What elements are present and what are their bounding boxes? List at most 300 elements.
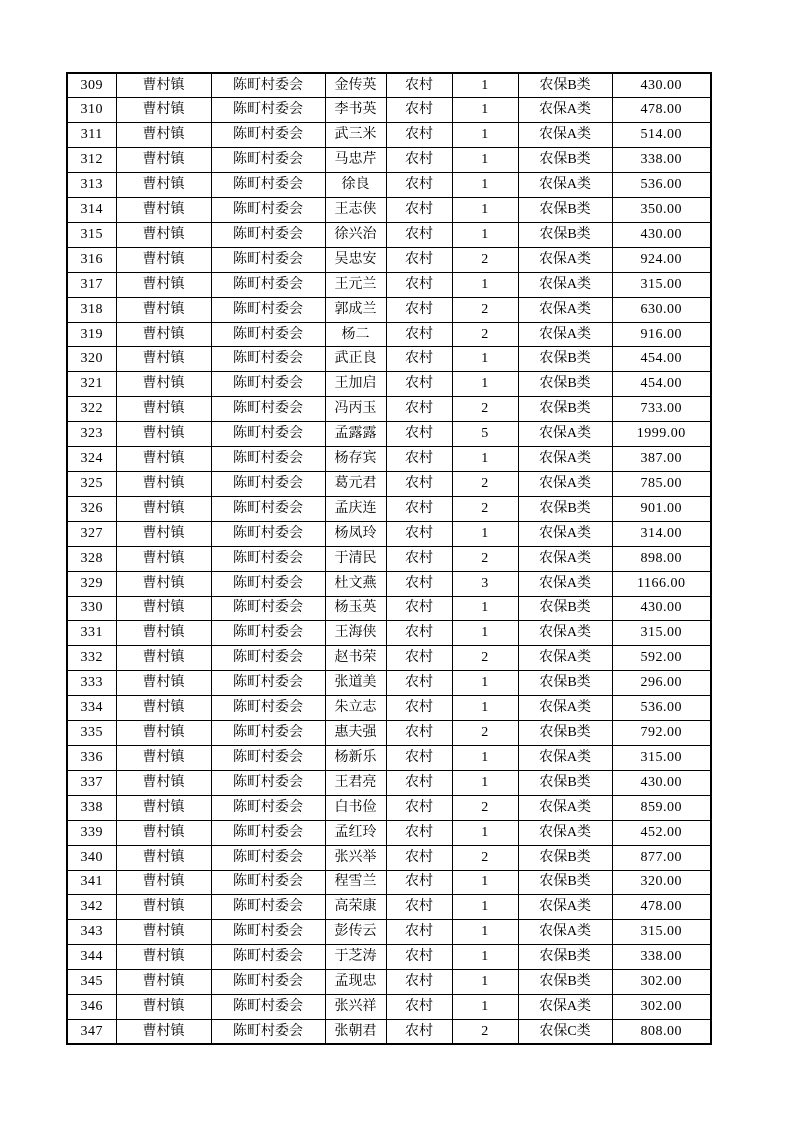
cell-village: 陈町村委会 [211, 272, 325, 297]
cell-amount: 1999.00 [612, 422, 711, 447]
table-row [67, 422, 711, 447]
cell-person-count: 1 [452, 920, 518, 945]
cell-town: 曹村镇 [116, 596, 211, 621]
cell-name: 杨新乐 [325, 745, 386, 770]
cell-amount: 901.00 [612, 496, 711, 521]
cell-amount: 452.00 [612, 820, 711, 845]
table-row [67, 521, 711, 546]
cell-amount: 315.00 [612, 272, 711, 297]
cell-residence: 农村 [386, 73, 452, 98]
cell-amount: 350.00 [612, 198, 711, 223]
cell-index: 334 [67, 696, 116, 721]
cell-amount: 916.00 [612, 322, 711, 347]
cell-person-count: 1 [452, 123, 518, 148]
cell-person-count: 1 [452, 596, 518, 621]
cell-amount: 302.00 [612, 970, 711, 995]
cell-town: 曹村镇 [116, 322, 211, 347]
table-row [67, 745, 711, 770]
table-row [67, 646, 711, 671]
cell-town: 曹村镇 [116, 995, 211, 1020]
cell-amount: 924.00 [612, 247, 711, 272]
cell-residence: 农村 [386, 496, 452, 521]
table-row [67, 696, 711, 721]
cell-village: 陈町村委会 [211, 148, 325, 173]
table-row [67, 397, 711, 422]
cell-insurance-category: 农保A类 [518, 247, 612, 272]
cell-insurance-category: 农保A类 [518, 521, 612, 546]
cell-town: 曹村镇 [116, 123, 211, 148]
cell-insurance-category: 农保A类 [518, 795, 612, 820]
cell-index: 312 [67, 148, 116, 173]
cell-name: 杨二 [325, 322, 386, 347]
cell-index: 329 [67, 571, 116, 596]
table-row [67, 621, 711, 646]
cell-residence: 农村 [386, 646, 452, 671]
cell-person-count: 1 [452, 820, 518, 845]
payment-table [66, 72, 712, 1045]
cell-name: 王君亮 [325, 770, 386, 795]
cell-village: 陈町村委会 [211, 745, 325, 770]
cell-person-count: 1 [452, 770, 518, 795]
table-row [67, 870, 711, 895]
cell-insurance-category: 农保B类 [518, 397, 612, 422]
table-row [67, 820, 711, 845]
cell-residence: 农村 [386, 521, 452, 546]
cell-name: 孟露露 [325, 422, 386, 447]
cell-index: 335 [67, 721, 116, 746]
cell-amount: 785.00 [612, 472, 711, 497]
cell-village: 陈町村委会 [211, 845, 325, 870]
cell-residence: 农村 [386, 347, 452, 372]
cell-person-count: 1 [452, 521, 518, 546]
cell-amount: 478.00 [612, 895, 711, 920]
cell-person-count: 1 [452, 995, 518, 1020]
cell-residence: 农村 [386, 721, 452, 746]
cell-residence: 农村 [386, 795, 452, 820]
cell-town: 曹村镇 [116, 696, 211, 721]
table-row [67, 895, 711, 920]
cell-residence: 农村 [386, 596, 452, 621]
cell-town: 曹村镇 [116, 347, 211, 372]
table-row [67, 845, 711, 870]
cell-town: 曹村镇 [116, 546, 211, 571]
cell-village: 陈町村委会 [211, 571, 325, 596]
cell-name: 王志侠 [325, 198, 386, 223]
cell-town: 曹村镇 [116, 870, 211, 895]
cell-residence: 农村 [386, 123, 452, 148]
cell-residence: 农村 [386, 247, 452, 272]
cell-town: 曹村镇 [116, 173, 211, 198]
cell-residence: 农村 [386, 472, 452, 497]
cell-name: 金传英 [325, 73, 386, 98]
cell-index: 316 [67, 247, 116, 272]
cell-name: 王元兰 [325, 272, 386, 297]
cell-amount: 320.00 [612, 870, 711, 895]
cell-village: 陈町村委会 [211, 247, 325, 272]
cell-residence: 农村 [386, 447, 452, 472]
table-row [67, 945, 711, 970]
cell-insurance-category: 农保B类 [518, 347, 612, 372]
cell-town: 曹村镇 [116, 198, 211, 223]
cell-town: 曹村镇 [116, 447, 211, 472]
cell-residence: 农村 [386, 895, 452, 920]
cell-amount: 338.00 [612, 945, 711, 970]
cell-amount: 630.00 [612, 297, 711, 322]
cell-name: 张兴举 [325, 845, 386, 870]
cell-insurance-category: 农保A类 [518, 571, 612, 596]
cell-amount: 1166.00 [612, 571, 711, 596]
cell-person-count: 2 [452, 322, 518, 347]
table-row [67, 795, 711, 820]
cell-name: 孟现忠 [325, 970, 386, 995]
table-row [67, 198, 711, 223]
table-row [67, 496, 711, 521]
cell-insurance-category: 农保A类 [518, 123, 612, 148]
cell-index: 344 [67, 945, 116, 970]
cell-village: 陈町村委会 [211, 795, 325, 820]
cell-village: 陈町村委会 [211, 297, 325, 322]
cell-name: 徐良 [325, 173, 386, 198]
cell-amount: 859.00 [612, 795, 711, 820]
cell-name: 吴忠安 [325, 247, 386, 272]
cell-village: 陈町村委会 [211, 920, 325, 945]
cell-name: 郭成兰 [325, 297, 386, 322]
cell-person-count: 1 [452, 347, 518, 372]
cell-residence: 农村 [386, 272, 452, 297]
cell-insurance-category: 农保A类 [518, 322, 612, 347]
cell-amount: 430.00 [612, 596, 711, 621]
cell-name: 葛元君 [325, 472, 386, 497]
table-body [67, 73, 711, 1044]
cell-person-count: 1 [452, 447, 518, 472]
cell-town: 曹村镇 [116, 920, 211, 945]
cell-amount: 592.00 [612, 646, 711, 671]
cell-name: 王海侠 [325, 621, 386, 646]
cell-residence: 农村 [386, 696, 452, 721]
cell-person-count: 2 [452, 721, 518, 746]
cell-insurance-category: 农保A类 [518, 98, 612, 123]
cell-person-count: 1 [452, 148, 518, 173]
cell-village: 陈町村委会 [211, 546, 325, 571]
cell-amount: 454.00 [612, 347, 711, 372]
cell-town: 曹村镇 [116, 970, 211, 995]
cell-insurance-category: 农保A类 [518, 646, 612, 671]
cell-person-count: 1 [452, 98, 518, 123]
cell-town: 曹村镇 [116, 297, 211, 322]
table-row [67, 721, 711, 746]
cell-village: 陈町村委会 [211, 173, 325, 198]
cell-name: 张道美 [325, 671, 386, 696]
cell-name: 孟庆连 [325, 496, 386, 521]
cell-name: 武正良 [325, 347, 386, 372]
cell-person-count: 3 [452, 571, 518, 596]
cell-name: 张兴祥 [325, 995, 386, 1020]
cell-index: 338 [67, 795, 116, 820]
cell-insurance-category: 农保B类 [518, 770, 612, 795]
cell-amount: 338.00 [612, 148, 711, 173]
table-row [67, 372, 711, 397]
cell-village: 陈町村委会 [211, 397, 325, 422]
cell-residence: 农村 [386, 920, 452, 945]
cell-town: 曹村镇 [116, 895, 211, 920]
cell-insurance-category: 农保B类 [518, 496, 612, 521]
cell-index: 328 [67, 546, 116, 571]
cell-amount: 478.00 [612, 98, 711, 123]
cell-town: 曹村镇 [116, 73, 211, 98]
cell-index: 324 [67, 447, 116, 472]
cell-village: 陈町村委会 [211, 372, 325, 397]
table-row [67, 98, 711, 123]
cell-town: 曹村镇 [116, 1019, 211, 1044]
cell-person-count: 1 [452, 372, 518, 397]
cell-residence: 农村 [386, 297, 452, 322]
table-row [67, 596, 711, 621]
cell-village: 陈町村委会 [211, 596, 325, 621]
cell-village: 陈町村委会 [211, 521, 325, 546]
cell-residence: 农村 [386, 198, 452, 223]
table-row [67, 123, 711, 148]
cell-index: 315 [67, 222, 116, 247]
cell-person-count: 2 [452, 845, 518, 870]
cell-index: 323 [67, 422, 116, 447]
cell-name: 杨玉英 [325, 596, 386, 621]
cell-person-count: 2 [452, 496, 518, 521]
cell-person-count: 1 [452, 222, 518, 247]
cell-village: 陈町村委会 [211, 646, 325, 671]
cell-insurance-category: 农保A类 [518, 745, 612, 770]
cell-index: 330 [67, 596, 116, 621]
cell-insurance-category: 农保B类 [518, 671, 612, 696]
cell-insurance-category: 农保A类 [518, 895, 612, 920]
cell-index: 319 [67, 322, 116, 347]
cell-town: 曹村镇 [116, 148, 211, 173]
cell-residence: 农村 [386, 173, 452, 198]
cell-person-count: 2 [452, 472, 518, 497]
cell-person-count: 2 [452, 1019, 518, 1044]
cell-amount: 296.00 [612, 671, 711, 696]
cell-index: 326 [67, 496, 116, 521]
cell-person-count: 1 [452, 671, 518, 696]
cell-residence: 农村 [386, 546, 452, 571]
cell-index: 332 [67, 646, 116, 671]
cell-insurance-category: 农保A类 [518, 621, 612, 646]
cell-person-count: 2 [452, 397, 518, 422]
cell-village: 陈町村委会 [211, 895, 325, 920]
cell-insurance-category: 农保B类 [518, 198, 612, 223]
cell-insurance-category: 农保A类 [518, 272, 612, 297]
cell-amount: 430.00 [612, 770, 711, 795]
cell-amount: 877.00 [612, 845, 711, 870]
cell-index: 310 [67, 98, 116, 123]
cell-town: 曹村镇 [116, 646, 211, 671]
cell-village: 陈町村委会 [211, 123, 325, 148]
cell-person-count: 2 [452, 247, 518, 272]
cell-insurance-category: 农保B类 [518, 596, 612, 621]
table-row [67, 322, 711, 347]
cell-name: 李书英 [325, 98, 386, 123]
cell-name: 杨存宾 [325, 447, 386, 472]
cell-village: 陈町村委会 [211, 222, 325, 247]
cell-insurance-category: 农保B类 [518, 845, 612, 870]
cell-village: 陈町村委会 [211, 198, 325, 223]
cell-village: 陈町村委会 [211, 970, 325, 995]
cell-town: 曹村镇 [116, 845, 211, 870]
table-row [67, 447, 711, 472]
cell-amount: 315.00 [612, 621, 711, 646]
cell-index: 314 [67, 198, 116, 223]
cell-index: 327 [67, 521, 116, 546]
cell-village: 陈町村委会 [211, 621, 325, 646]
cell-name: 赵书荣 [325, 646, 386, 671]
cell-town: 曹村镇 [116, 820, 211, 845]
table-row [67, 995, 711, 1020]
cell-amount: 315.00 [612, 745, 711, 770]
cell-village: 陈町村委会 [211, 770, 325, 795]
cell-town: 曹村镇 [116, 671, 211, 696]
cell-amount: 430.00 [612, 73, 711, 98]
cell-town: 曹村镇 [116, 745, 211, 770]
cell-amount: 454.00 [612, 372, 711, 397]
cell-name: 高荣康 [325, 895, 386, 920]
cell-name: 张朝君 [325, 1019, 386, 1044]
cell-index: 333 [67, 671, 116, 696]
cell-name: 惠夫强 [325, 721, 386, 746]
table-row [67, 970, 711, 995]
cell-index: 342 [67, 895, 116, 920]
cell-name: 杨凤玲 [325, 521, 386, 546]
cell-town: 曹村镇 [116, 496, 211, 521]
cell-person-count: 1 [452, 895, 518, 920]
cell-index: 321 [67, 372, 116, 397]
cell-name: 程雪兰 [325, 870, 386, 895]
cell-insurance-category: 农保A类 [518, 447, 612, 472]
table-row [67, 671, 711, 696]
cell-insurance-category: 农保C类 [518, 1019, 612, 1044]
cell-person-count: 1 [452, 173, 518, 198]
cell-residence: 农村 [386, 995, 452, 1020]
cell-amount: 430.00 [612, 222, 711, 247]
cell-index: 322 [67, 397, 116, 422]
cell-name: 徐兴治 [325, 222, 386, 247]
cell-insurance-category: 农保B类 [518, 73, 612, 98]
cell-amount: 792.00 [612, 721, 711, 746]
cell-name: 杜文燕 [325, 571, 386, 596]
cell-name: 于清民 [325, 546, 386, 571]
cell-town: 曹村镇 [116, 571, 211, 596]
cell-town: 曹村镇 [116, 247, 211, 272]
cell-person-count: 2 [452, 546, 518, 571]
cell-index: 341 [67, 870, 116, 895]
cell-village: 陈町村委会 [211, 696, 325, 721]
table-row [67, 173, 711, 198]
cell-village: 陈町村委会 [211, 422, 325, 447]
cell-person-count: 1 [452, 73, 518, 98]
cell-name: 彭传云 [325, 920, 386, 945]
cell-name: 武三米 [325, 123, 386, 148]
cell-residence: 农村 [386, 322, 452, 347]
cell-insurance-category: 农保A类 [518, 546, 612, 571]
cell-village: 陈町村委会 [211, 496, 325, 521]
cell-insurance-category: 农保B类 [518, 870, 612, 895]
cell-amount: 536.00 [612, 696, 711, 721]
cell-person-count: 1 [452, 272, 518, 297]
cell-insurance-category: 农保B类 [518, 372, 612, 397]
cell-town: 曹村镇 [116, 472, 211, 497]
cell-insurance-category: 农保A类 [518, 820, 612, 845]
cell-town: 曹村镇 [116, 222, 211, 247]
cell-person-count: 2 [452, 646, 518, 671]
table-row [67, 770, 711, 795]
cell-index: 313 [67, 173, 116, 198]
cell-village: 陈町村委会 [211, 870, 325, 895]
cell-index: 317 [67, 272, 116, 297]
cell-insurance-category: 农保B类 [518, 945, 612, 970]
cell-index: 336 [67, 745, 116, 770]
cell-index: 318 [67, 297, 116, 322]
cell-insurance-category: 农保A类 [518, 920, 612, 945]
cell-amount: 314.00 [612, 521, 711, 546]
cell-residence: 农村 [386, 820, 452, 845]
cell-town: 曹村镇 [116, 770, 211, 795]
cell-town: 曹村镇 [116, 721, 211, 746]
cell-name: 马忠芹 [325, 148, 386, 173]
cell-residence: 农村 [386, 770, 452, 795]
cell-insurance-category: 农保A类 [518, 422, 612, 447]
cell-name: 冯丙玉 [325, 397, 386, 422]
cell-village: 陈町村委会 [211, 472, 325, 497]
cell-residence: 农村 [386, 870, 452, 895]
cell-person-count: 1 [452, 696, 518, 721]
cell-town: 曹村镇 [116, 621, 211, 646]
table-row [67, 272, 711, 297]
cell-village: 陈町村委会 [211, 98, 325, 123]
cell-village: 陈町村委会 [211, 322, 325, 347]
cell-town: 曹村镇 [116, 397, 211, 422]
cell-town: 曹村镇 [116, 521, 211, 546]
cell-person-count: 1 [452, 198, 518, 223]
table-row [67, 472, 711, 497]
cell-town: 曹村镇 [116, 372, 211, 397]
cell-town: 曹村镇 [116, 272, 211, 297]
cell-amount: 733.00 [612, 397, 711, 422]
cell-village: 陈町村委会 [211, 671, 325, 696]
table-row [67, 297, 711, 322]
cell-name: 孟红玲 [325, 820, 386, 845]
cell-residence: 农村 [386, 671, 452, 696]
cell-village: 陈町村委会 [211, 1019, 325, 1044]
cell-village: 陈町村委会 [211, 820, 325, 845]
cell-residence: 农村 [386, 745, 452, 770]
cell-insurance-category: 农保B类 [518, 148, 612, 173]
cell-town: 曹村镇 [116, 945, 211, 970]
cell-residence: 农村 [386, 222, 452, 247]
table-row [67, 571, 711, 596]
cell-residence: 农村 [386, 970, 452, 995]
cell-index: 320 [67, 347, 116, 372]
cell-person-count: 1 [452, 945, 518, 970]
cell-village: 陈町村委会 [211, 945, 325, 970]
cell-insurance-category: 农保A类 [518, 995, 612, 1020]
cell-town: 曹村镇 [116, 422, 211, 447]
table-row [67, 920, 711, 945]
cell-index: 340 [67, 845, 116, 870]
cell-amount: 808.00 [612, 1019, 711, 1044]
cell-index: 339 [67, 820, 116, 845]
cell-index: 347 [67, 1019, 116, 1044]
cell-name: 于芝涛 [325, 945, 386, 970]
cell-residence: 农村 [386, 98, 452, 123]
cell-person-count: 2 [452, 297, 518, 322]
